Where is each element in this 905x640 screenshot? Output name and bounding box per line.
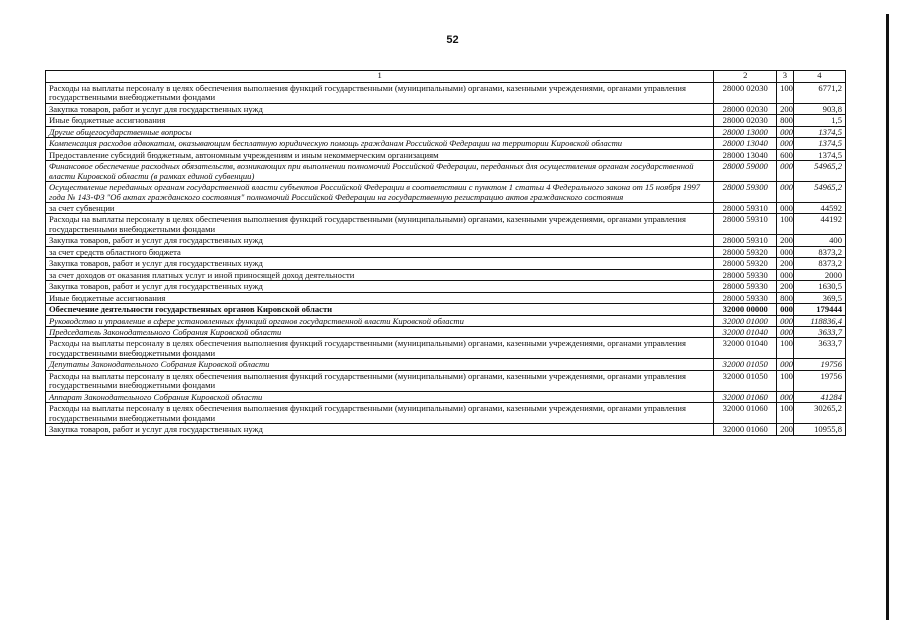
row-amount-cell: 54965,2 xyxy=(793,161,845,182)
table-row xyxy=(46,202,846,213)
row-code-cell: 28000 59320 xyxy=(714,258,777,269)
row-name-cell: Закупка товаров, работ и услуг для государственных нужд xyxy=(46,235,714,246)
row-type-cell: 200 xyxy=(777,103,794,114)
row-code-cell: 32000 01040 xyxy=(714,338,777,359)
table-row xyxy=(46,149,846,160)
row-type-cell: 000 xyxy=(777,182,794,203)
row-amount-cell: 1374,5 xyxy=(793,138,845,149)
row-code-cell: 28000 02030 xyxy=(714,115,777,126)
table-row xyxy=(46,338,846,359)
row-amount-cell: 10955,8 xyxy=(793,424,845,435)
row-amount-cell: 179444 xyxy=(793,304,845,315)
row-name-cell: Депутаты Законодательного Собрания Кировской области xyxy=(46,359,714,370)
row-amount-cell: 3633,7 xyxy=(793,326,845,337)
row-type-cell: 000 xyxy=(777,304,794,315)
row-name-cell: Закупка товаров, работ и услуг для государственных нужд xyxy=(46,424,714,435)
row-type-cell: 800 xyxy=(777,292,794,303)
row-code-cell: 32000 01050 xyxy=(714,370,777,391)
row-code-cell: 28000 59300 xyxy=(714,182,777,203)
row-code-cell: 28000 02030 xyxy=(714,103,777,114)
table-row xyxy=(46,403,846,424)
table-header-row xyxy=(46,71,846,83)
table-row xyxy=(46,138,846,149)
row-code-cell: 28000 02030 xyxy=(714,83,777,104)
row-name-cell: Другие общегосударственные вопросы xyxy=(46,126,714,137)
row-type-cell: 000 xyxy=(777,126,794,137)
row-amount-cell: 2000 xyxy=(793,269,845,280)
row-code-cell: 32000 01060 xyxy=(714,403,777,424)
row-type-cell: 100 xyxy=(777,403,794,424)
row-name-cell: Закупка товаров, работ и услуг для государственных нужд xyxy=(46,281,714,292)
table-row xyxy=(46,83,846,104)
row-name-cell: Расходы на выплаты персоналу в целях обеспечения выполнения функций государственными (муниципальными) органами, казенными учреждениями, органами управления государственными внебюджетными фондами xyxy=(46,214,714,235)
row-amount-cell: 44192 xyxy=(793,214,845,235)
row-amount-cell: 118836,4 xyxy=(793,315,845,326)
row-type-cell: 000 xyxy=(777,326,794,337)
page-number: 52 xyxy=(446,34,459,46)
row-name-cell: Аппарат Законодательного Собрания Кировской области xyxy=(46,391,714,402)
row-name-cell: Закупка товаров, работ и услуг для государственных нужд xyxy=(46,258,714,269)
budget-table xyxy=(45,70,846,436)
header-col-amount: 4 xyxy=(793,71,845,83)
table-row xyxy=(46,326,846,337)
row-amount-cell: 41284 xyxy=(793,391,845,402)
row-code-cell: 32000 01040 xyxy=(714,326,777,337)
row-type-cell: 000 xyxy=(777,246,794,257)
table-row xyxy=(46,269,846,280)
row-name-cell: Расходы на выплаты персоналу в целях обеспечения выполнения функций государственными (муниципальными) органами, казенными учреждениями, органами управления государственными внебюджетными фондами xyxy=(46,370,714,391)
row-code-cell: 28000 59310 xyxy=(714,202,777,213)
table-body xyxy=(46,83,846,436)
row-type-cell: 000 xyxy=(777,161,794,182)
table-row xyxy=(46,161,846,182)
row-amount-cell: 19756 xyxy=(793,359,845,370)
row-amount-cell: 6771,2 xyxy=(793,83,845,104)
row-code-cell: 28000 59310 xyxy=(714,235,777,246)
row-code-cell: 32000 01000 xyxy=(714,315,777,326)
row-type-cell: 100 xyxy=(777,214,794,235)
row-amount-cell: 30265,2 xyxy=(793,403,845,424)
row-code-cell: 28000 59330 xyxy=(714,292,777,303)
row-type-cell: 000 xyxy=(777,202,794,213)
row-code-cell: 32000 01060 xyxy=(714,424,777,435)
row-code-cell: 28000 59330 xyxy=(714,269,777,280)
row-code-cell: 32000 01050 xyxy=(714,359,777,370)
row-name-cell: Осуществление переданных органам государственной власти субъектов Российской Федерации в соответствии с пунктом 1 статьи 4 Федерального закона от 15 ноября 1997 года № 143-ФЗ "Об актах гражданского состояния" полномочий Российской Федерации на государственную регистрацию актов гражданского состояния xyxy=(46,182,714,203)
row-name-cell: Финансовое обеспечение расходных обязательств, возникающих при выполнении полномочий Российской Федерации, переданных для осуществления органам государственной власти Кировской области (в рамках единой субвенции) xyxy=(46,161,714,182)
row-name-cell: за счет доходов от оказания платных услуг и иной приносящей доход деятельности xyxy=(46,269,714,280)
row-name-cell: Обеспечение деятельности государственных органов Кировской области xyxy=(46,304,714,315)
row-name-cell: Предоставление субсидий бюджетным, автономным учреждениям и иным некоммерческим организациям xyxy=(46,149,714,160)
row-type-cell: 000 xyxy=(777,359,794,370)
row-amount-cell: 3633,7 xyxy=(793,338,845,359)
row-code-cell: 28000 13040 xyxy=(714,138,777,149)
row-type-cell: 200 xyxy=(777,235,794,246)
table-row xyxy=(46,246,846,257)
row-amount-cell: 400 xyxy=(793,235,845,246)
row-code-cell: 28000 59320 xyxy=(714,246,777,257)
row-name-cell: Председатель Законодательного Собрания Кировской области xyxy=(46,326,714,337)
row-code-cell: 28000 13040 xyxy=(714,149,777,160)
row-amount-cell: 1,5 xyxy=(793,115,845,126)
row-code-cell: 28000 59330 xyxy=(714,281,777,292)
table-row xyxy=(46,182,846,203)
table-row xyxy=(46,304,846,315)
table-row xyxy=(46,292,846,303)
row-name-cell: Иные бюджетные ассигнования xyxy=(46,115,714,126)
row-type-cell: 200 xyxy=(777,424,794,435)
row-name-cell: Компенсация расходов адвокатам, оказывающим бесплатную юридическую помощь гражданам Российской Федерации на территории Кировской области xyxy=(46,138,714,149)
row-name-cell: Закупка товаров, работ и услуг для государственных нужд xyxy=(46,103,714,114)
row-type-cell: 200 xyxy=(777,281,794,292)
table-row xyxy=(46,424,846,435)
row-amount-cell: 1374,5 xyxy=(793,149,845,160)
table-row xyxy=(46,281,846,292)
row-type-cell: 200 xyxy=(777,258,794,269)
table-row xyxy=(46,235,846,246)
table-row xyxy=(46,126,846,137)
page-edge-line xyxy=(886,14,889,620)
row-type-cell: 800 xyxy=(777,115,794,126)
row-type-cell: 600 xyxy=(777,149,794,160)
row-type-cell: 100 xyxy=(777,338,794,359)
row-amount-cell: 44592 xyxy=(793,202,845,213)
row-amount-cell: 1630,5 xyxy=(793,281,845,292)
table-row xyxy=(46,115,846,126)
row-amount-cell: 369,5 xyxy=(793,292,845,303)
header-col-code: 2 xyxy=(714,71,777,83)
row-amount-cell: 19756 xyxy=(793,370,845,391)
table-row xyxy=(46,315,846,326)
row-type-cell: 100 xyxy=(777,370,794,391)
row-code-cell: 28000 59000 xyxy=(714,161,777,182)
row-type-cell: 000 xyxy=(777,315,794,326)
table-row xyxy=(46,258,846,269)
table-row xyxy=(46,391,846,402)
row-type-cell: 000 xyxy=(777,391,794,402)
row-code-cell: 32000 01060 xyxy=(714,391,777,402)
row-name-cell: Руководство и управление в сфере установленных функций органов государственной власти Кировской области xyxy=(46,315,714,326)
row-name-cell: за счет субвенции xyxy=(46,202,714,213)
table-row xyxy=(46,103,846,114)
row-amount-cell: 54965,2 xyxy=(793,182,845,203)
header-col-type: 3 xyxy=(777,71,794,83)
row-code-cell: 32000 00000 xyxy=(714,304,777,315)
table-row xyxy=(46,359,846,370)
row-type-cell: 000 xyxy=(777,138,794,149)
row-name-cell: Расходы на выплаты персоналу в целях обеспечения выполнения функций государственными (муниципальными) органами, казенными учреждениями, органами управления государственными внебюджетными фондами xyxy=(46,338,714,359)
table-row xyxy=(46,370,846,391)
row-amount-cell: 8373,2 xyxy=(793,258,845,269)
row-code-cell: 28000 13000 xyxy=(714,126,777,137)
row-name-cell: Расходы на выплаты персоналу в целях обеспечения выполнения функций государственными (муниципальными) органами, казенными учреждениями, органами управления государственными внебюджетными фондами xyxy=(46,83,714,104)
row-name-cell: за счет средств областного бюджета xyxy=(46,246,714,257)
row-name-cell: Расходы на выплаты персоналу в целях обеспечения выполнения функций государственными (муниципальными) органами, казенными учреждениями, органами управления государственными внебюджетными фондами xyxy=(46,403,714,424)
row-name-cell: Иные бюджетные ассигнования xyxy=(46,292,714,303)
row-code-cell: 28000 59310 xyxy=(714,214,777,235)
row-amount-cell: 1374,5 xyxy=(793,126,845,137)
row-amount-cell: 903,8 xyxy=(793,103,845,114)
row-amount-cell: 8373,2 xyxy=(793,246,845,257)
header-col-name: 1 xyxy=(46,71,714,83)
row-type-cell: 000 xyxy=(777,269,794,280)
table-row xyxy=(46,214,846,235)
row-type-cell: 100 xyxy=(777,83,794,104)
